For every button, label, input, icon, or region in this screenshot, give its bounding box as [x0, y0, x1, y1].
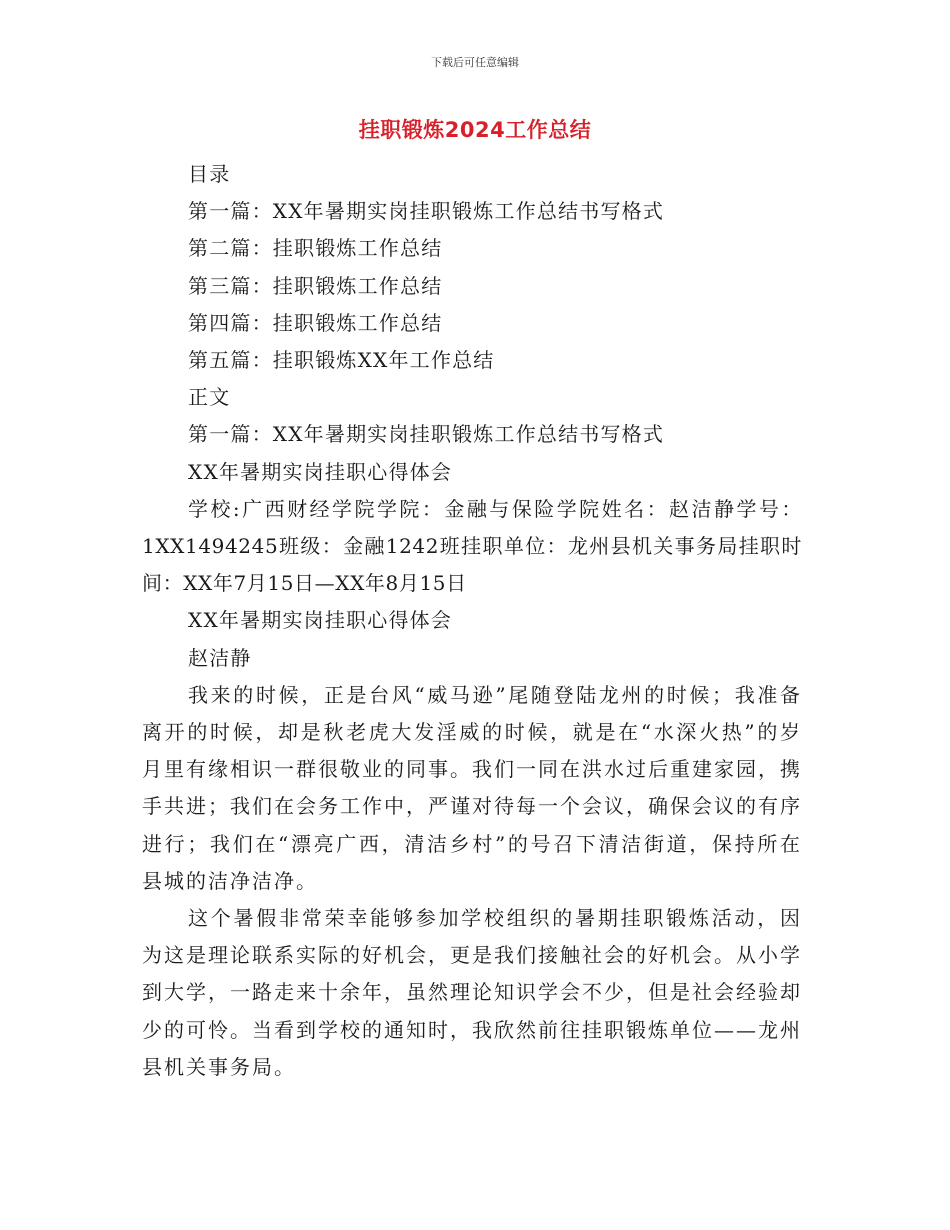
toc-item: 第三篇：挂职锻炼工作总结 — [188, 273, 443, 298]
body-paragraph: 这个暑假非常荣幸能够参加学校组织的暑期挂职锻炼活动，因为这是理论联系实际的好机会，更是我们接触社会的好机会。从小学到大学，一路走来十余年，虽然理论知识学会不少，但是社会经验却少的可怜。当看到学校的通知时，我欣然前往挂职锻炼单位——龙州县机关事务局。 — [142, 906, 802, 1079]
document-body — [142, 156, 802, 1086]
toc-item: 第五篇：挂职锻炼XX年工作总结 — [188, 348, 495, 373]
page-header-note: 下载后可任意编辑 — [431, 56, 519, 69]
toc-heading: 目录 — [188, 162, 231, 186]
section-title: 第一篇：XX年暑期实岗挂职锻炼工作总结书写格式 — [188, 422, 665, 447]
body-heading: 正文 — [188, 385, 231, 410]
student-meta-info: 学校:广西财经学院学院：金融与保险学院姓名：赵洁静学号：1XX1494245班级：金融1242班挂职单位：龙州县机关事务局挂职时间：XX年7月15日—XX年8月15日 — [142, 496, 802, 596]
document-title: 挂职锻炼2024工作总结 — [358, 118, 592, 142]
toc-item: 第一篇：XX年暑期实岗挂职锻炼工作总结书写格式 — [188, 199, 665, 224]
essay-title-repeat: XX年暑期实岗挂职心得体会 — [188, 608, 453, 633]
essay-title: XX年暑期实岗挂职心得体会 — [188, 459, 453, 484]
author-name: 赵洁静 — [188, 645, 252, 670]
toc-item: 第四篇：挂职锻炼工作总结 — [188, 310, 443, 335]
toc-item: 第二篇：挂职锻炼工作总结 — [188, 236, 443, 261]
body-paragraph: 我来的时候，正是台风“威马逊”尾随登陆龙州的时候；我准备离开的时候，却是秋老虎大发淫威的时候，就是在“水深火热”的岁月里有缘相识一群很敬业的同事。我们一同在洪水过后重建家园，携手共进；我们在会务工作中，严谨对待每一个会议，确保会议的有序进行；我们在“漂亮广西，清洁乡村”的号召下清洁街道，保持所在县城的洁净洁净。 — [142, 682, 802, 893]
